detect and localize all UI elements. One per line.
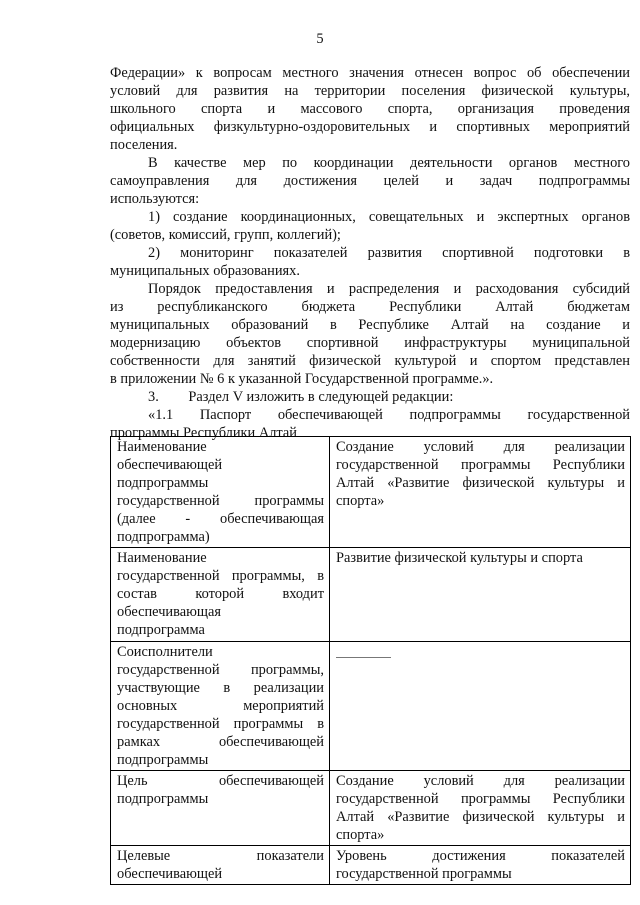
cell-line: Развитие физической культуры и спорта: [336, 550, 583, 566]
intro-paragraph: [110, 64, 630, 154]
cell-line: Цель обеспечивающей: [117, 773, 324, 789]
cell-line: подпрограмма): [117, 529, 210, 545]
text-line: муниципальных образований в Республике Алтай на создание и: [110, 317, 630, 333]
empty-value-dash: [336, 657, 391, 658]
table-row: [111, 642, 631, 771]
table-cell-value: [330, 437, 631, 548]
table-cell-label: [111, 437, 330, 548]
cell-line: Алтай «Развитие физической культуры и: [336, 809, 625, 825]
cell-line: Алтай «Развитие физической культуры и: [336, 475, 625, 491]
text-line: 1) создание координационных, совещательных и экспертных органов: [148, 209, 630, 225]
cell-line: обеспечивающей: [117, 457, 223, 473]
text-line: условий для развития на территории поселения физической культуры,: [110, 83, 630, 99]
table-cell-label: [111, 642, 330, 771]
cell-line: Соисполнители: [117, 644, 213, 660]
cell-line: основных мероприятий: [117, 698, 324, 714]
text-line: официальных физкультурно-оздоровительных и спортивных мероприятий: [110, 119, 630, 135]
table-cell-value: [330, 642, 631, 771]
text-line: В качестве мер по координации деятельности органов местного: [148, 155, 630, 171]
text-line: из республиканского бюджета Республики Алтай бюджетам: [110, 299, 630, 315]
text-line: Порядок предоставления и распределения и расходования субсидий: [148, 281, 630, 297]
cell-line: подпрограммы: [117, 752, 209, 768]
text-line: поселения.: [110, 137, 178, 153]
list-item-2: [110, 244, 630, 280]
table-cell-label: [111, 548, 330, 642]
section-3-heading: [110, 388, 630, 406]
text-line: модернизацию объектов спортивной инфраструктуры муниципальной: [110, 335, 630, 351]
table-row: [111, 548, 631, 642]
page-number: 5: [316, 31, 324, 47]
section-number: 3.: [148, 389, 159, 405]
cell-line: (далее - обеспечивающая: [117, 511, 324, 527]
cell-line: подпрограмма: [117, 622, 205, 638]
text-line: 2) мониторинг показателей развития спортивной подготовки в: [148, 245, 630, 261]
cell-line: Целевые показатели: [117, 848, 324, 864]
cell-line: государственной программы,: [117, 662, 324, 678]
coordination-paragraph: [110, 154, 630, 208]
cell-line: государственной программы Республики: [336, 791, 625, 807]
table-row: [111, 771, 631, 846]
cell-line: спорта»: [336, 827, 385, 843]
cell-line: Создание условий для реализации: [336, 439, 625, 455]
cell-line: государственной программы, в: [117, 568, 324, 584]
text-line: муниципальных образованиях.: [110, 263, 300, 279]
text-line: самоуправления для достижения целей и задач подпрограммы: [110, 173, 630, 189]
text-line: школьного спорта и массового спорта, организация проведения: [110, 101, 630, 117]
text-line: (советов, комиссий, групп, коллегий);: [110, 227, 341, 243]
text-line: используются:: [110, 191, 200, 207]
table-row: [111, 437, 631, 548]
cell-line: Наименование: [117, 550, 207, 566]
table-cell-value: [330, 771, 631, 846]
text-line: в приложении № 6 к указанной Государственной программе.».: [110, 371, 494, 387]
table-cell-label: [111, 846, 330, 885]
cell-line: государственной программы в: [117, 716, 324, 732]
cell-line: государственной программы: [336, 866, 512, 882]
list-item-1: [110, 208, 630, 244]
subsidies-paragraph: [110, 280, 630, 388]
cell-line: обеспечивающая: [117, 604, 221, 620]
cell-line: спорта»: [336, 493, 385, 509]
text-line: Федерации» к вопросам местного значения отнесен вопрос об обеспечении: [110, 65, 630, 81]
text-line: «1.1 Паспорт обеспечивающей подпрограммы государственной: [148, 407, 630, 423]
cell-line: подпрограммы: [117, 791, 209, 807]
passport-table: [110, 436, 631, 885]
table-row: [111, 846, 631, 885]
cell-line: государственной программы: [117, 493, 324, 509]
text-line: собственности для занятий физической культурой и спортом представлен: [110, 353, 630, 369]
text-line: программы Республики Алтай: [110, 425, 297, 441]
section-text: Раздел V изложить в следующей редакции:: [188, 389, 454, 405]
table-cell-value: [330, 846, 631, 885]
cell-line: обеспечивающей: [117, 866, 223, 882]
cell-line: Уровень достижения показателей: [336, 848, 625, 864]
cell-line: состав которой входит: [117, 586, 324, 602]
cell-line: Наименование: [117, 439, 207, 455]
cell-line: государственной программы Республики: [336, 457, 625, 473]
cell-line: Создание условий для реализации: [336, 773, 625, 789]
table-cell-label: [111, 771, 330, 846]
cell-line: участвующие в реализации: [117, 680, 324, 696]
cell-line: подпрограммы: [117, 475, 209, 491]
cell-line: рамках обеспечивающей: [117, 734, 324, 750]
table-cell-value: [330, 548, 631, 642]
